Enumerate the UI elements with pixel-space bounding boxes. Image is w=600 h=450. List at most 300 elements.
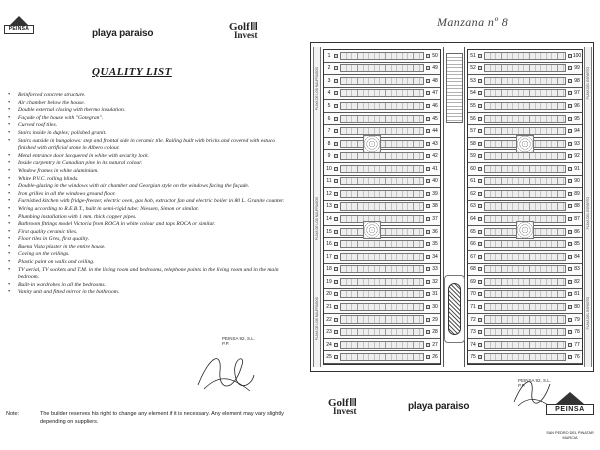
lot-number: 2: [327, 65, 331, 72]
lot-number: 92: [574, 153, 580, 160]
garden-patio-icon: [334, 179, 338, 183]
quality-list-item: • Coving on the ceilings.: [7, 251, 289, 259]
house-footprint: [340, 215, 424, 223]
lot-number: 78: [574, 329, 580, 336]
lot-number: 45: [432, 115, 438, 122]
garden-patio-icon: [334, 66, 338, 70]
stamp-line: P.P.: [222, 341, 230, 346]
house-footprint: [340, 177, 424, 185]
lot-row: [468, 75, 582, 88]
lot-number: 46: [432, 103, 438, 109]
lot-number: 80: [574, 303, 580, 310]
lot-number: 98: [574, 77, 580, 84]
quality-list-item: • Reinforced concrete structure.: [7, 92, 289, 100]
garden-patio-icon: [334, 104, 338, 108]
quality-list-item: • Metal entrance door lacquered in white with security lock.: [7, 153, 289, 161]
lot-row: [324, 50, 440, 63]
quality-list-item: • Floor tiles in Gres, first quality.: [7, 236, 289, 244]
peinsa-triangle-icon: [556, 392, 584, 404]
garden-patio-icon: [478, 129, 482, 133]
stamp-line: PEINSA 92, S.L.: [518, 378, 552, 383]
golf-bars-icon: [350, 398, 357, 406]
lot-number: 18: [326, 266, 332, 273]
lot-number: 54: [470, 90, 476, 97]
garden-patio-icon: [334, 255, 338, 259]
lot-number: 12: [326, 190, 332, 197]
lot-number: 22: [326, 316, 332, 323]
housing-block-1: [323, 49, 441, 365]
house-footprint: [340, 265, 424, 273]
garden-patio-icon: [478, 142, 482, 146]
garden-patio-icon: [478, 192, 482, 196]
quality-list-item: • Plastic paint on walls and ceiling.: [7, 259, 289, 267]
lot-row: [468, 63, 582, 76]
lot-number: 70: [470, 291, 476, 298]
lot-number: 63: [470, 203, 476, 210]
lot-number: 86: [574, 228, 580, 235]
house-footprint: [340, 127, 424, 135]
lot-number: 99: [574, 65, 580, 72]
lot-number: 81: [574, 291, 580, 298]
lot-row: [468, 339, 582, 352]
garden-patio-icon: [334, 204, 338, 208]
house-footprint: [484, 77, 566, 85]
lot-number: 9: [327, 153, 331, 160]
quality-list-item: • Window frames in white aluminium.: [7, 168, 289, 176]
house-footprint: [484, 165, 566, 173]
house-footprint: [484, 253, 566, 261]
golf-logo-text: Golf: [328, 397, 349, 409]
garden-patio-icon: [334, 91, 338, 95]
lot-number: 25: [326, 354, 332, 361]
garden-patio-icon: [334, 79, 338, 83]
lot-number: 97: [574, 90, 580, 97]
house-footprint: [340, 353, 424, 361]
lot-number: 26: [432, 354, 438, 361]
lot-row: [324, 176, 440, 189]
street-label: PLAYA DE LOS NAUFRAGOS: [315, 197, 319, 241]
house-footprint: [340, 290, 424, 298]
garden-patio-icon: [334, 142, 338, 146]
lot-row: [324, 63, 440, 76]
lot-row: [468, 289, 582, 302]
garden-patio-icon: [334, 355, 338, 359]
house-footprint: [484, 202, 566, 210]
swimming-pool: [448, 283, 461, 335]
garden-patio-icon: [334, 167, 338, 171]
lot-row: [468, 251, 582, 264]
quality-list-item: • Façade of the house with "Gotegran".: [7, 115, 289, 123]
invest-logo-text: Invest: [234, 30, 258, 40]
lot-row: [324, 339, 440, 352]
lot-number: 47: [432, 90, 438, 97]
stamp-line: PEINSA 92, S.L.: [222, 336, 256, 341]
lot-row: [324, 276, 440, 289]
house-footprint: [340, 278, 424, 286]
lot-number: 88: [574, 203, 580, 210]
lot-number: 32: [432, 278, 438, 285]
garden-patio-icon: [334, 230, 338, 234]
lot-number: 29: [432, 316, 438, 323]
lot-row: [468, 176, 582, 189]
garden-patio-icon: [478, 242, 482, 246]
house-footprint: [340, 102, 424, 110]
lot-row: [468, 351, 582, 364]
quality-list-item: • Vanity unit and fitted mirror in the bathroom.: [7, 289, 289, 297]
lot-row: [468, 276, 582, 289]
house-footprint: [340, 341, 424, 349]
lot-number: 68: [470, 266, 476, 273]
quality-list-item: • First quality ceramic tiles.: [7, 229, 289, 237]
lot-number: 85: [574, 241, 580, 248]
lot-number: 13: [326, 203, 332, 210]
lot-number: 33: [432, 266, 438, 273]
lot-number: 100: [572, 52, 582, 59]
garden-patio-icon: [478, 230, 482, 234]
lot-number: 21: [326, 303, 332, 310]
quality-list-item: • Double-glazing in the windows with air chamber and Georgian style on the windows facing the façade.: [7, 183, 289, 191]
golf-bars-icon: [251, 22, 258, 30]
house-footprint: [340, 115, 424, 123]
lot-number: 53: [470, 77, 476, 84]
lot-number: 79: [574, 316, 580, 323]
golf-invest-logo: [229, 22, 258, 39]
golf-invest-logo: [328, 398, 357, 415]
street-label: PLAYA DE LOS NAUFRAGOS: [315, 297, 319, 341]
lot-number: 3: [327, 77, 331, 84]
lot-number: 27: [432, 341, 438, 348]
housing-block-2: [467, 49, 583, 365]
garden-patio-icon: [334, 292, 338, 296]
lot-number: 94: [574, 128, 580, 135]
street-label: PLAYA DEL ESPARTO: [586, 197, 590, 230]
house-footprint: [484, 315, 566, 323]
lot-number: 40: [432, 178, 438, 185]
peinsa-logo-text: PEINSA: [546, 404, 594, 415]
garden-patio-icon: [478, 255, 482, 259]
house-footprint: [340, 64, 424, 72]
lot-number: 39: [432, 190, 438, 197]
lot-row: [324, 201, 440, 214]
garden-patio-icon: [334, 117, 338, 121]
lot-number: 76: [574, 354, 580, 361]
manzana-title: Manzana nº 8: [437, 15, 509, 29]
lot-number: 59: [470, 153, 476, 160]
lot-number: 64: [470, 216, 476, 223]
signature-scribble: [190, 345, 260, 397]
house-footprint: [484, 152, 566, 160]
lot-number: 16: [326, 241, 332, 248]
garden-patio-icon: [478, 355, 482, 359]
lot-number: 38: [432, 203, 438, 210]
garden-patio-icon: [334, 217, 338, 221]
lot-row: [324, 213, 440, 226]
site-plan-page: [300, 0, 600, 450]
house-footprint: [484, 328, 566, 336]
golf-logo-text: Golf: [229, 21, 250, 33]
lot-number: 56: [470, 115, 476, 122]
lot-number: 83: [574, 266, 580, 273]
lot-number: 23: [326, 329, 332, 336]
house-footprint: [340, 315, 424, 323]
quality-list-item: • Inside carpentry in Canadian pine in its natural colour.: [7, 160, 289, 168]
lot-number: 57: [470, 128, 476, 135]
lot-row: [324, 163, 440, 176]
lot-number: 30: [432, 303, 438, 310]
street-label: PLAYA DEL ESPARTO: [586, 67, 590, 100]
lot-number: 42: [432, 153, 438, 160]
lot-row: [324, 88, 440, 101]
lot-number: 74: [470, 341, 476, 348]
note-text: The builder reserves his right to change any element if it is necessary. Any element may vary slightly depending on suppliers.: [40, 411, 284, 425]
lot-row: [324, 301, 440, 314]
quality-list: [7, 92, 289, 297]
street-label: PLAYA DE LOS NAUFRAGOS: [315, 67, 319, 111]
lot-number: 24: [326, 341, 332, 348]
lot-row: [324, 314, 440, 327]
lot-number: 93: [574, 140, 580, 147]
lot-number: 11: [326, 178, 332, 185]
quality-list-item: • TV aerial, TV sockets and T.M. in the living room and bedrooms, telephone points in the living room and in the main bedroom.: [7, 267, 289, 282]
lot-number: 95: [574, 115, 580, 122]
lot-number: 6: [327, 115, 331, 122]
lot-row: [324, 125, 440, 138]
lot-number: 67: [470, 253, 476, 260]
house-footprint: [340, 228, 424, 236]
quality-list-item: • Wiring according to R.E.B.T., built in semi-rigid tube: Niessen, Simon or similar.: [7, 206, 289, 214]
quality-list-item: • Iron grilles in all the windows ground floor.: [7, 191, 289, 199]
lot-number: 66: [470, 241, 476, 248]
lot-number: 82: [574, 278, 580, 285]
lot-row: [324, 138, 440, 151]
house-footprint: [340, 190, 424, 198]
garden-patio-icon: [478, 54, 482, 58]
lot-number: 35: [432, 241, 438, 248]
house-footprint: [484, 240, 566, 248]
house-footprint: [340, 77, 424, 85]
lot-number: 90: [574, 178, 580, 185]
lot-number: 7: [327, 128, 331, 135]
quality-list-item: • Air chamber below the house.: [7, 100, 289, 108]
plaza-area: [363, 221, 381, 239]
lot-row: [468, 163, 582, 176]
house-footprint: [340, 328, 424, 336]
lot-row: [468, 50, 582, 63]
lot-number: 84: [574, 253, 580, 260]
lot-number: 73: [470, 329, 476, 336]
quality-list-item: • Stairs outside in bungalows: step and frontal side in ceramic tile. Railing built with bricks and covered with estuco finished with artificial stone in Albero colour.: [7, 138, 289, 153]
plaza-area: [516, 135, 534, 153]
lot-row: [468, 201, 582, 214]
garden-patio-icon: [478, 104, 482, 108]
lot-number: 31: [432, 291, 438, 298]
plaza-area: [516, 221, 534, 239]
lot-number: 36: [432, 228, 438, 235]
garden-patio-icon: [334, 242, 338, 246]
quality-list-item: • Bathroom fittings model Victoria from ROCA in white colour and taps ROCA or similar.: [7, 221, 289, 229]
garden-patio-icon: [478, 280, 482, 284]
quality-list-item: • Plumbing installation with 1 mm. thick copper pipes.: [7, 214, 289, 222]
playa-paraiso-logo: playa paraiso: [408, 401, 470, 412]
quality-list-item: • Curved roof tiles.: [7, 122, 289, 130]
garden-patio-icon: [334, 330, 338, 334]
house-footprint: [340, 165, 424, 173]
garden-patio-icon: [478, 330, 482, 334]
lot-row: [324, 351, 440, 364]
quality-list-item: • Double external closing with thermo insulation.: [7, 107, 289, 115]
left-street: [313, 47, 321, 367]
lot-row: [324, 251, 440, 264]
lot-row: [468, 326, 582, 339]
quality-list-item: • Furnished kitchen with fridge-freezer, electric oven, gas hob, extractor fan and electric boiler in 80 L. Granite counter.: [7, 198, 289, 206]
house-footprint: [484, 115, 566, 123]
garden-patio-icon: [334, 305, 338, 309]
lot-number: 52: [470, 65, 476, 72]
garden-patio-icon: [334, 318, 338, 322]
house-footprint: [340, 253, 424, 261]
garden-patio-icon: [334, 54, 338, 58]
house-footprint: [484, 127, 566, 135]
garden-patio-icon: [478, 217, 482, 221]
lot-row: [324, 326, 440, 339]
garden-patio-icon: [478, 318, 482, 322]
house-footprint: [484, 177, 566, 185]
peinsa-logo-text: PEINSA: [4, 25, 34, 34]
lot-row: [468, 88, 582, 101]
lot-number: 77: [574, 341, 580, 348]
garden-patio-icon: [478, 91, 482, 95]
lot-number: 15: [326, 228, 332, 235]
lot-number: 58: [470, 140, 476, 147]
lot-number: 87: [574, 216, 580, 223]
lot-number: 1: [327, 52, 331, 59]
lot-row: [324, 113, 440, 126]
house-footprint: [484, 341, 566, 349]
house-footprint: [484, 89, 566, 97]
lot-number: 28: [432, 329, 438, 336]
peinsa-triangle-icon: [10, 16, 28, 25]
house-footprint: [340, 303, 424, 311]
lot-number: 19: [326, 278, 332, 285]
house-footprint: [484, 64, 566, 72]
lot-number: 89: [574, 190, 580, 197]
lot-number: 17: [326, 253, 332, 260]
note-label: Note:: [6, 411, 20, 417]
lot-number: 60: [470, 165, 476, 172]
lot-row: [324, 226, 440, 239]
garden-patio-icon: [334, 267, 338, 271]
lot-row: [324, 188, 440, 201]
garden-patio-icon: [478, 179, 482, 183]
lot-number: 44: [432, 128, 438, 135]
lot-row: [468, 314, 582, 327]
lot-number: 61: [470, 178, 476, 185]
house-footprint: [484, 290, 566, 298]
lot-number: 8: [327, 140, 331, 147]
garden-patio-icon: [478, 79, 482, 83]
right-street: [584, 47, 592, 367]
lot-number: 75: [470, 354, 476, 361]
house-footprint: [340, 240, 424, 248]
lot-number: 96: [574, 103, 580, 109]
lot-row: [468, 100, 582, 113]
lot-number: 37: [432, 216, 438, 223]
lot-row: [468, 238, 582, 251]
garden-patio-icon: [334, 154, 338, 158]
garden-patio-icon: [478, 343, 482, 347]
house-footprint: [340, 202, 424, 210]
house-footprint: [484, 278, 566, 286]
lot-number: 4: [327, 90, 331, 97]
street-label: PLAYA DEL ESPARTO: [586, 297, 590, 330]
garden-patio-icon: [478, 117, 482, 121]
quality-list-item: • Stairs inside in duplex; polished granit.: [7, 130, 289, 138]
lot-number: 14: [326, 216, 332, 223]
house-footprint: [484, 52, 566, 60]
house-footprint: [484, 102, 566, 110]
house-footprint: [340, 52, 424, 60]
quality-list-title: QUALITY LIST: [92, 66, 172, 78]
house-footprint: [484, 190, 566, 198]
garden-patio-icon: [334, 280, 338, 284]
house-footprint: [484, 353, 566, 361]
garden-patio-icon: [478, 167, 482, 171]
house-footprint: [484, 303, 566, 311]
stamp-line: P.P.: [518, 383, 526, 388]
lot-number: 65: [470, 228, 476, 235]
garden-patio-icon: [478, 267, 482, 271]
lot-row: [324, 100, 440, 113]
site-plan: [310, 42, 594, 372]
garden-patio-icon: [334, 343, 338, 347]
lot-row: [324, 238, 440, 251]
lot-number: 91: [574, 165, 580, 172]
lot-number: 5: [327, 103, 331, 109]
lot-row: [468, 264, 582, 277]
lot-number: 43: [432, 140, 438, 147]
garden-patio-icon: [478, 204, 482, 208]
playa-paraiso-logo: playa paraiso: [92, 28, 154, 39]
lot-number: 41: [432, 165, 438, 172]
house-footprint: [340, 89, 424, 97]
lot-row: [468, 188, 582, 201]
quality-list-item: • White P.V.C. rolling blinds.: [7, 176, 289, 184]
lot-row: [324, 150, 440, 163]
parking-bays: [446, 53, 463, 123]
peinsa-logo: [4, 16, 34, 36]
house-footprint: [484, 265, 566, 273]
garden-patio-icon: [334, 192, 338, 196]
lot-number: 72: [470, 316, 476, 323]
lot-row: [324, 264, 440, 277]
peinsa-logo: [546, 392, 594, 415]
lot-number: 20: [326, 291, 332, 298]
garden-patio-icon: [334, 129, 338, 133]
lot-number: 49: [432, 65, 438, 72]
company-address: SAN PEDRO DEL PINATAR MURCIA: [546, 431, 594, 440]
garden-patio-icon: [478, 292, 482, 296]
house-footprint: [340, 140, 424, 148]
lot-number: 50: [432, 52, 438, 59]
lot-number: 71: [470, 303, 476, 310]
plaza-area: [363, 135, 381, 153]
lot-row: [468, 301, 582, 314]
lot-number: 69: [470, 278, 476, 285]
lot-number: 48: [432, 77, 438, 84]
garden-patio-icon: [478, 154, 482, 158]
lot-number: 10: [326, 165, 332, 172]
lot-number: 55: [470, 103, 476, 109]
